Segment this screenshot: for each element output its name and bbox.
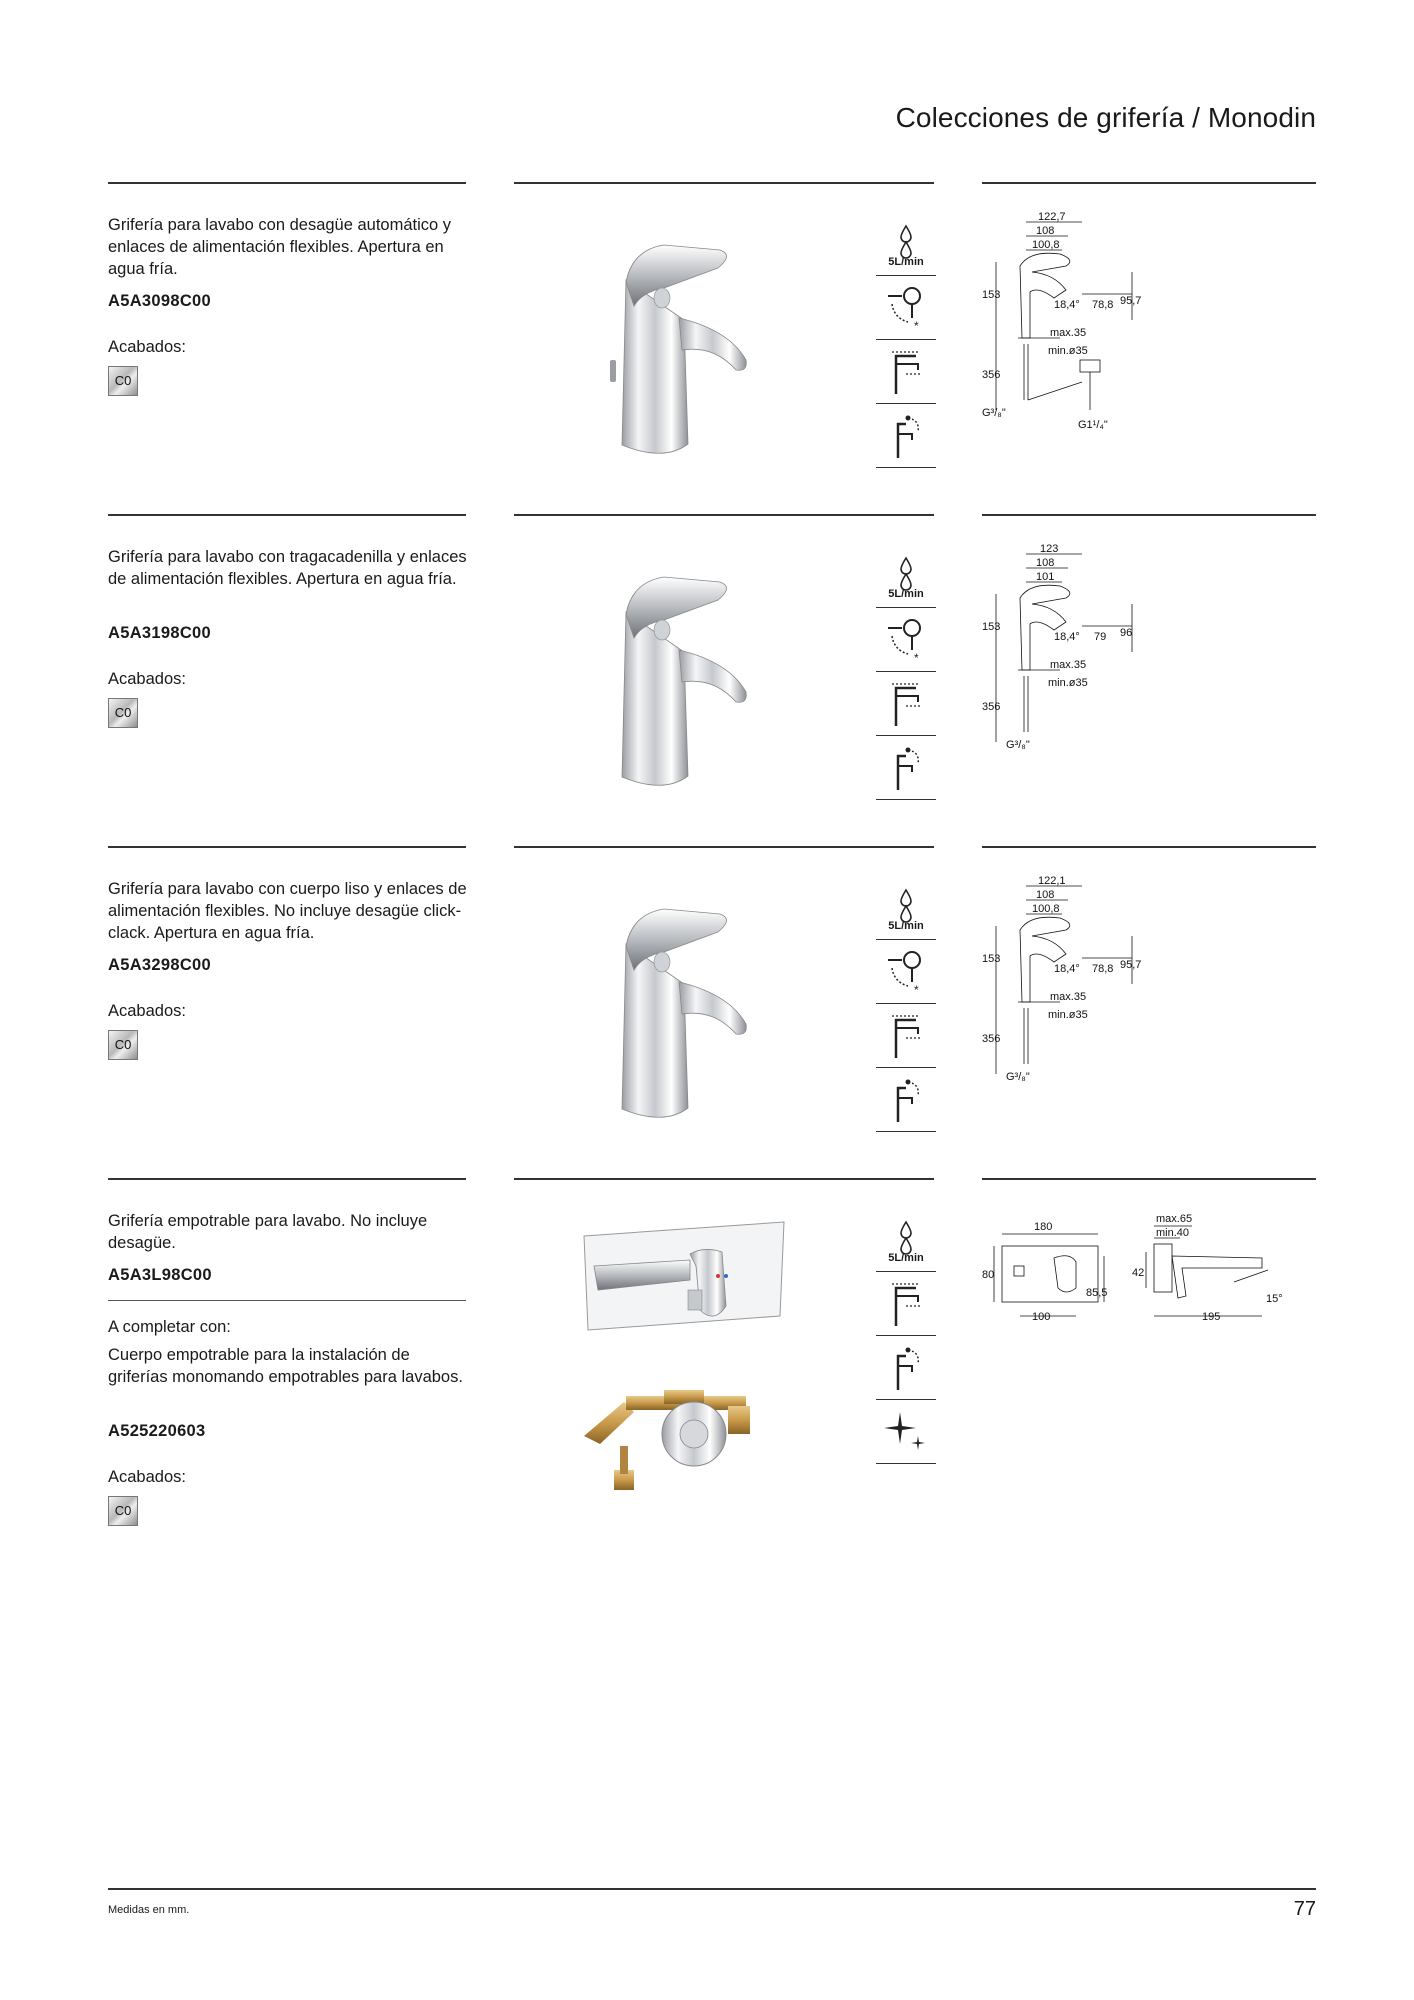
dimension-label: 78,8 (1092, 299, 1114, 311)
dimension-label: max.35 (1050, 327, 1087, 339)
feature-icons (876, 212, 936, 468)
dimension-label: G³/₈" (1006, 739, 1030, 751)
dimension-label: 15° (1266, 1293, 1283, 1305)
technical-drawing (982, 1206, 1316, 1456)
dimension-label: 79 (1094, 631, 1107, 643)
dimension-label: 356 (982, 1033, 1001, 1045)
divider (982, 182, 1316, 184)
feature-icons (876, 876, 936, 1132)
cold-start-icon (876, 276, 936, 340)
dimension-label: min.ø35 (1048, 677, 1088, 689)
feature-icons (876, 1208, 936, 1464)
dimension-label: 100 (1032, 1311, 1051, 1323)
flow-rate-label: 5L/min (888, 920, 924, 932)
product-code: A5A3298C00 (108, 956, 211, 974)
product-description: Grifería para lavabo con desagüe automático y enlaces de alimentación flexibles. Apertura en agua fría. (108, 216, 452, 278)
page-number: 77 (1293, 1898, 1316, 1920)
flow-rate-icon (876, 1208, 936, 1272)
complete-with-label: A completar con: (108, 1318, 231, 1336)
product-row (0, 846, 1414, 1166)
feature-icons (876, 544, 936, 800)
cold-start-icon (876, 940, 936, 1004)
divider (982, 846, 1316, 848)
dimension-label: G³/₈" (982, 407, 1006, 419)
finishes-label: Acabados: (108, 1002, 186, 1020)
dimension-label: 108 (1036, 225, 1055, 237)
product-code: A5A3L98C00 (108, 1266, 212, 1284)
dimension-label: 108 (1036, 889, 1055, 901)
tall-spout-icon (876, 340, 936, 404)
dimension-label: G1¹/₄" (1078, 419, 1108, 431)
wall-faucet-photo (514, 1206, 854, 1516)
dimension-label: min.ø35 (1048, 1009, 1088, 1021)
sparkle-icon (876, 1400, 936, 1464)
faucet-photo (514, 542, 854, 812)
dimension-label: 153 (982, 621, 1001, 633)
dimension-label: min.40 (1156, 1227, 1190, 1239)
divider (108, 846, 466, 848)
divider (982, 1178, 1316, 1180)
dimension-label: 356 (982, 701, 1001, 713)
divider (514, 514, 934, 516)
product-code: A5A3198C00 (108, 624, 211, 642)
flow-rate-label: 5L/min (888, 588, 924, 600)
flow-rate-icon (876, 544, 936, 608)
technical-drawing (982, 874, 1316, 1124)
dimension-label: 101 (1036, 571, 1055, 583)
finish-swatch-chrome[interactable]: C0 (108, 698, 138, 728)
dimension-label: 18,4° (1054, 299, 1080, 311)
flow-rate-label: 5L/min (888, 1252, 924, 1264)
cold-start-icon (876, 608, 936, 672)
dimension-label: 100,8 (1032, 239, 1060, 251)
eco-lever-icon (876, 404, 936, 468)
finish-swatch-chrome[interactable]: C0 (108, 1496, 138, 1526)
eco-lever-icon (876, 1336, 936, 1400)
eco-lever-icon (876, 1068, 936, 1132)
dimension-label: 95,7 (1120, 959, 1142, 971)
divider (108, 1178, 466, 1180)
svg-text:*: * (914, 318, 919, 332)
product-description: Grifería para lavabo con cuerpo liso y enlaces de alimentación flexibles. No incluye desagüe click-clack. Apertura en agua fría. (108, 880, 467, 942)
dimension-label: 42 (1132, 1267, 1145, 1279)
tall-spout-icon (876, 1004, 936, 1068)
tall-spout-icon (876, 1272, 936, 1336)
dimension-label: 195 (1202, 1311, 1221, 1323)
tall-spout-icon (876, 672, 936, 736)
divider (108, 1300, 466, 1301)
dimension-label: 78,8 (1092, 963, 1114, 975)
dimension-label: 108 (1036, 557, 1055, 569)
product-code: A5A3098C00 (108, 292, 211, 310)
product-description: Grifería para lavabo con tragacadenilla y enlaces de alimentación flexibles. Apertura en agua fría. (108, 548, 467, 588)
dimension-label: 123 (1040, 543, 1059, 555)
complement-code: A525220603 (108, 1422, 206, 1440)
faucet-photo (514, 874, 854, 1144)
product-row (0, 1178, 1414, 1538)
page-title: Colecciones de grifería / Monodin (895, 102, 1316, 133)
divider (108, 514, 466, 516)
finishes-label: Acabados: (108, 1468, 186, 1486)
flow-rate-icon (876, 212, 936, 276)
dimension-label: max.35 (1050, 659, 1087, 671)
dimension-label: 18,4° (1054, 963, 1080, 975)
product-description: Grifería empotrable para lavabo. No incluye desagüe. (108, 1212, 428, 1252)
dimension-label: 153 (982, 289, 1001, 301)
dimension-label: 95,7 (1120, 295, 1142, 307)
faucet-photo (514, 210, 854, 480)
product-row (0, 182, 1414, 502)
finishes-label: Acabados: (108, 338, 186, 356)
finish-swatch-chrome[interactable]: C0 (108, 366, 138, 396)
dimension-label: 122,1 (1038, 875, 1066, 887)
dimension-label: 180 (1034, 1221, 1053, 1233)
complement-description: Cuerpo empotrable para la instalación de griferías monomando empotrables para lavabos. (108, 1346, 463, 1386)
svg-text:*: * (914, 650, 919, 664)
dimension-label: min.ø35 (1048, 345, 1088, 357)
dimension-label: 96 (1120, 627, 1133, 639)
divider (514, 182, 934, 184)
dimension-label: G³/₈" (1006, 1071, 1030, 1083)
product-row (0, 514, 1414, 834)
dimension-label: 122,7 (1038, 211, 1066, 223)
divider (982, 514, 1316, 516)
divider (108, 182, 466, 184)
svg-text:*: * (914, 982, 919, 996)
dimension-label: 80 (982, 1269, 995, 1281)
measurements-note: Medidas en mm. (108, 1904, 190, 1916)
flow-rate-label: 5L/min (888, 256, 924, 268)
divider (514, 1178, 934, 1180)
dimension-label: 100,8 (1032, 903, 1060, 915)
divider (514, 846, 934, 848)
dimension-label: max.35 (1050, 991, 1087, 1003)
divider (108, 1888, 1316, 1890)
flow-rate-icon (876, 876, 936, 940)
dimension-label: 153 (982, 953, 1001, 965)
technical-drawing (982, 542, 1316, 792)
technical-drawing (982, 210, 1316, 460)
finish-swatch-chrome[interactable]: C0 (108, 1030, 138, 1060)
eco-lever-icon (876, 736, 936, 800)
dimension-label: 356 (982, 369, 1001, 381)
finishes-label: Acabados: (108, 670, 186, 688)
dimension-label: max.65 (1156, 1213, 1193, 1225)
dimension-label: 85,5 (1086, 1287, 1108, 1299)
dimension-label: 18,4° (1054, 631, 1080, 643)
